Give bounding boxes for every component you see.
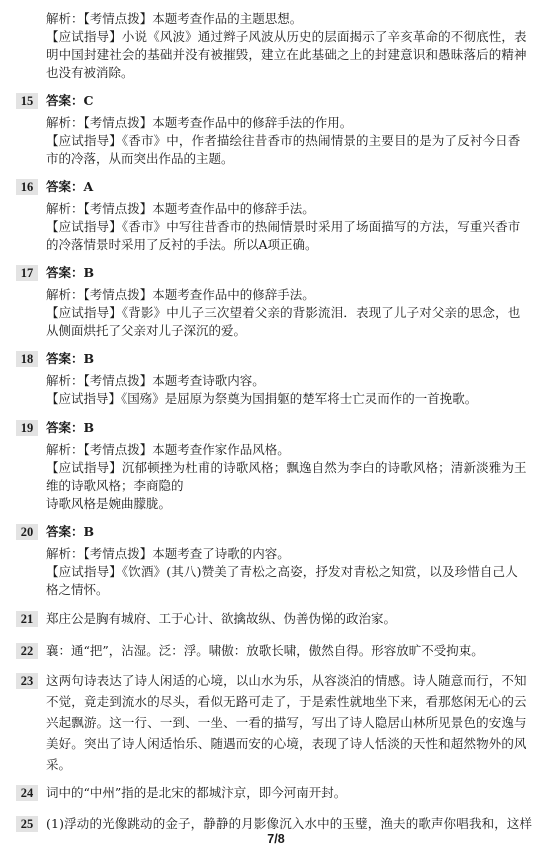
- analysis-line: 解析：【考情点拨】本题考查作品中的修辞手法。: [46, 287, 315, 302]
- guidance-line: 【应试指导】《背影》中儿子三次望着父亲的背影流泪．表现了儿子对父亲的思念，也: [46, 305, 521, 320]
- answer-text: (1)浮动的光像跳动的金子，静静的月影像沉入水中的玉璧，渔夫的歌声你唱我和，这样: [46, 816, 533, 831]
- guidance-line: 格之情怀。: [46, 582, 109, 597]
- guidance-line: 从侧面烘托了父亲对儿子深沉的爱。: [46, 323, 247, 338]
- guidance-line: 市的冷落，从而突出作品的主题。: [46, 151, 234, 166]
- guidance-line: 明中国封建社会的基础并没有被摧毁，建立在此基础之上的封建意识和愚昧落后的精神: [46, 47, 527, 62]
- answer-text: 这两句诗表达了诗人闲适的心境，以山水为乐，从容淡泊的情感。诗人随意而行，不知: [46, 673, 527, 688]
- guidance-line: 【应试指导】小说《风波》通过辫子风波从历史的层面揭示了辛亥革命的不彻底性，表: [46, 29, 527, 44]
- answer-text: 郑庄公是胸有城府、工于心计、欲擒故纵、伪善伪悌的政治家。: [46, 611, 397, 626]
- analysis-line: 解析：【考情点拨】本题考查作家作品风格。: [46, 442, 290, 457]
- question-number: 15: [16, 93, 38, 109]
- guidance-line: 【应试指导】《国殇》是屈原为祭奠为国捐躯的楚军将士亡灵而作的一首挽歌。: [46, 391, 478, 406]
- answer-text: 襄：通“把”，沾湿。泛：浮。啸傲：放歌长啸，傲然自得。形容放旷不受拘束。: [46, 643, 484, 658]
- question-number: 19: [16, 420, 38, 436]
- guidance-line: 【应试指导】《香市》中，作者描绘往昔香市的热闹情景的主要目的是为了反衬今日香: [46, 133, 521, 148]
- guidance-line: 也没有被消除。: [46, 65, 134, 80]
- answer-line: 答案：B: [46, 420, 95, 435]
- page-number: 7/8: [267, 832, 285, 846]
- guidance-line: 诗歌风格是婉曲朦胧。: [46, 496, 172, 511]
- question-number: 23: [16, 673, 38, 689]
- question-number: 24: [16, 785, 38, 801]
- analysis-line: 解析：【考情点拨】本题考查了诗歌的内容。: [46, 546, 290, 561]
- answer-line: 答案：B: [46, 351, 95, 366]
- answer-text: 美好。突出了诗人闲适怡乐、随遇而安的心境，表现了诗人恬淡的天性和超然物外的风: [46, 736, 527, 751]
- answer-text: 不觉，竟走到流水的尽头，看似无路可走了，于是索性就地坐下来，看那悠闲无心的云: [46, 694, 527, 709]
- answer-text: 兴起飘游。这一行、一到、一坐、一看的描写，写出了诗人隐居山林所见景色的安逸与: [46, 715, 527, 730]
- analysis-line: 解析：【考情点拨】本题考查诗歌内容。: [46, 373, 265, 388]
- question-number: 16: [16, 179, 38, 195]
- analysis-line: 解析：【考情点拨】本题考查作品的主题思想。: [46, 11, 303, 26]
- answer-text: 采。: [46, 757, 72, 772]
- question-number: 21: [16, 611, 38, 627]
- guidance-line: 的冷落情景时采用了反衬的手法。所以A项正确。: [46, 237, 318, 252]
- question-number: 20: [16, 524, 38, 540]
- answer-line: 答案：B: [46, 265, 95, 280]
- analysis-line: 解析：【考情点拨】本题考查作品中的修辞手法。: [46, 201, 315, 216]
- answer-line: 答案：C: [46, 93, 94, 108]
- question-number: 18: [16, 351, 38, 367]
- question-number: 22: [16, 643, 38, 659]
- guidance-line: 【应试指导】《香市》中写往昔香市的热闹情景时采用了场面描写的方法，写重兴香市: [46, 219, 521, 234]
- guidance-line: 维的诗歌风格；李商隐的: [46, 478, 184, 493]
- answer-text: 词中的“中州”指的是北宋的都城汴京，即今河南开封。: [46, 785, 347, 800]
- question-number: 17: [16, 265, 38, 281]
- question-number: 25: [16, 816, 38, 832]
- analysis-line: 解析：【考情点拨】本题考查作品中的修辞手法的作用。: [46, 115, 353, 130]
- answer-line: 答案：B: [46, 524, 95, 539]
- guidance-line: 【应试指导】沉郁顿挫为杜甫的诗歌风格；飘逸自然为李白的诗歌风格；清新淡雅为王: [46, 460, 527, 475]
- guidance-line: 【应试指导】《饮酒》(其八)赞美了青松之高姿，抒发对青松之知赏，以及珍惜自己人: [46, 564, 518, 579]
- answer-line: 答案：A: [46, 179, 94, 194]
